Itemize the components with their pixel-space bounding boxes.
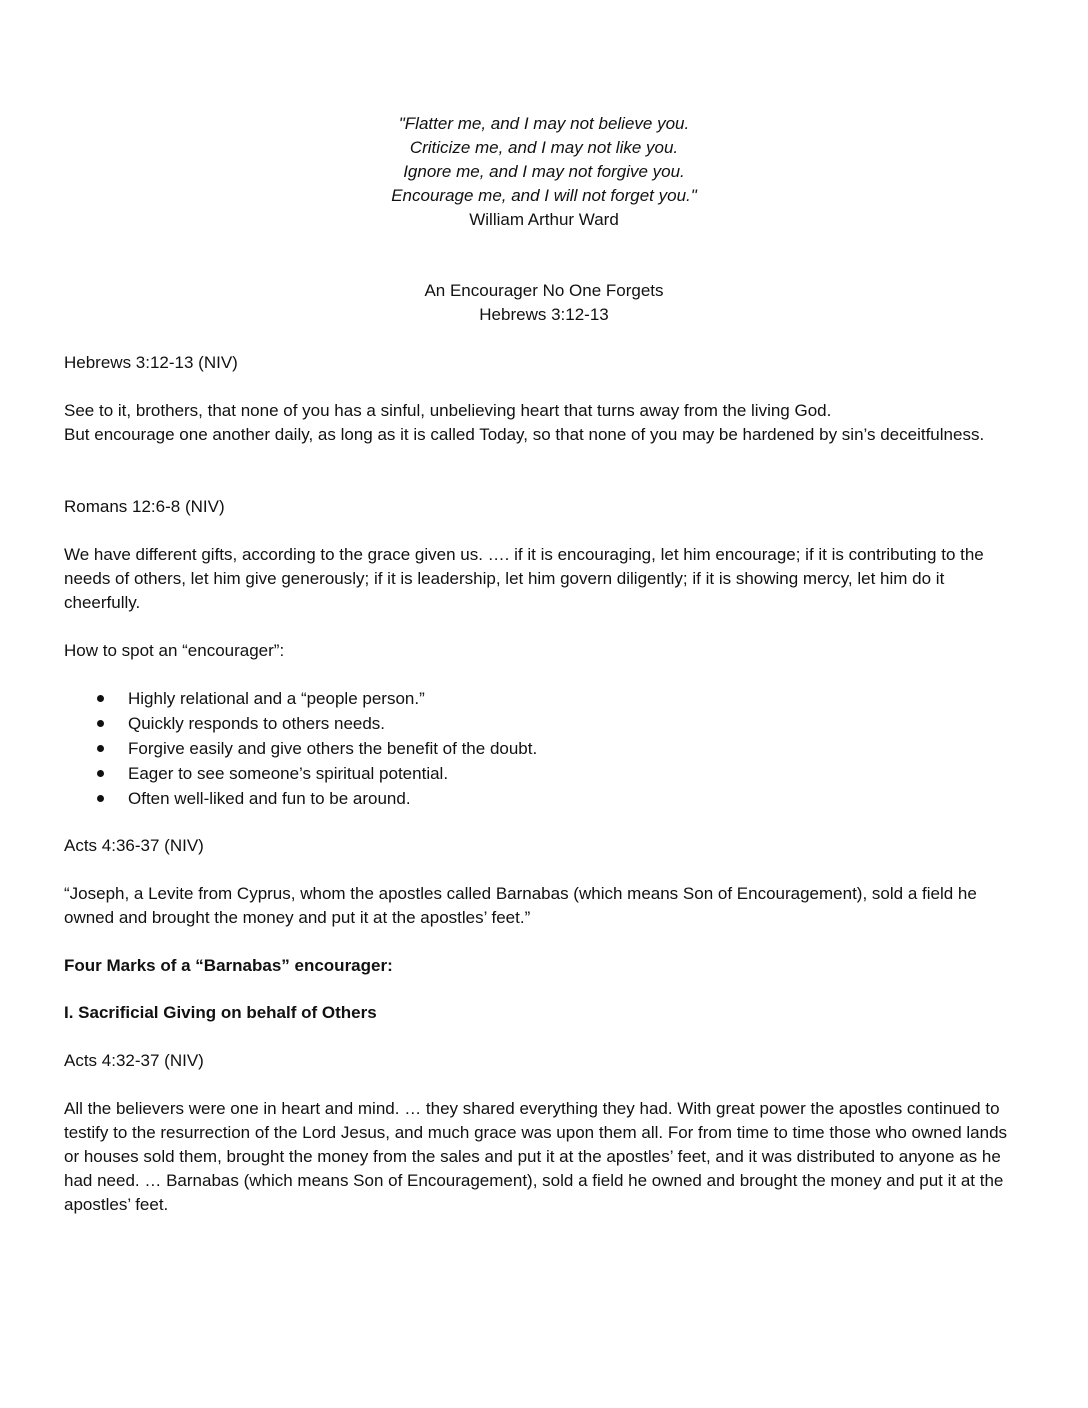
scripture-passage [64, 399, 1024, 447]
scripture-reference: Acts 4:36-37 (NIV) [64, 836, 204, 855]
bullet-icon [97, 795, 104, 802]
quote-line: Criticize me, and I may not like you. [409, 138, 679, 157]
epigraph-quote [0, 112, 1088, 232]
list-item: Often well-liked and fun to be around. [64, 786, 1024, 811]
list-heading: How to spot an “encourager”: [64, 641, 285, 660]
scripture-reference: Romans 12:6-8 (NIV) [64, 497, 225, 516]
title-main: An Encourager No One Forgets [424, 281, 664, 300]
list-item: Forgive easily and give others the benefit of the doubt. [64, 736, 1024, 761]
list-item: Highly relational and a “people person.” [64, 686, 1024, 711]
section-heading: Four Marks of a “Barnabas” encourager: [64, 956, 393, 975]
scripture-passage: “Joseph, a Levite from Cyprus, whom the apostles called Barnabas (which means Son of Encouragement), sold a field he owned and brought the money and put it at the apostles’ feet.” [64, 884, 977, 927]
quote-author: William Arthur Ward [469, 210, 619, 229]
sermon-title [0, 279, 1088, 327]
scripture-passage: All the believers were one in heart and mind. … they shared everything they had. With great power the apostles continued to testify to the resurrection of the Lord Jesus, and much grace was upon them all. For from time to time those who owned lands or houses sold them, brought the money from the sales and put it at the apostles’ feet, and it was distributed to anyone as he had need. … Barnabas (which means Son of Encouragement), sold a field he owned and brought the money and put it at the apostles’ feet. [64, 1099, 1008, 1214]
title-reference: Hebrews 3:12-13 [479, 305, 609, 324]
encourager-traits-list [64, 686, 1024, 811]
bullet-icon [97, 745, 104, 752]
quote-line: Ignore me, and I may not forgive you. [403, 162, 685, 181]
passage-line: See to it, brothers, that none of you has a sinful, unbelieving heart that turns away from the living God. [64, 401, 832, 420]
scripture-passage: We have different gifts, according to the grace given us. …. if it is encouraging, let him encourage; if it is contributing to the needs of others, let him give generously; if it is leadership, let him govern diligently; if it is showing mercy, let him do it cheerfully. [64, 545, 984, 612]
bullet-icon [97, 770, 104, 777]
scripture-reference: Hebrews 3:12-13 (NIV) [64, 353, 238, 372]
passage-line: But encourage one another daily, as long as it is called Today, so that none of you may be hardened by sin’s deceitfulness. [64, 425, 985, 444]
quote-line: "Flatter me, and I may not believe you. [398, 114, 690, 133]
list-item: Quickly responds to others needs. [64, 711, 1024, 736]
scripture-reference: Acts 4:32-37 (NIV) [64, 1051, 204, 1070]
bullet-icon [97, 720, 104, 727]
subsection-heading: I. Sacrificial Giving on behalf of Others [64, 1003, 377, 1022]
quote-line: Encourage me, and I will not forget you." [391, 186, 697, 205]
bullet-icon [97, 695, 104, 702]
list-item: Eager to see someone’s spiritual potential. [64, 761, 1024, 786]
